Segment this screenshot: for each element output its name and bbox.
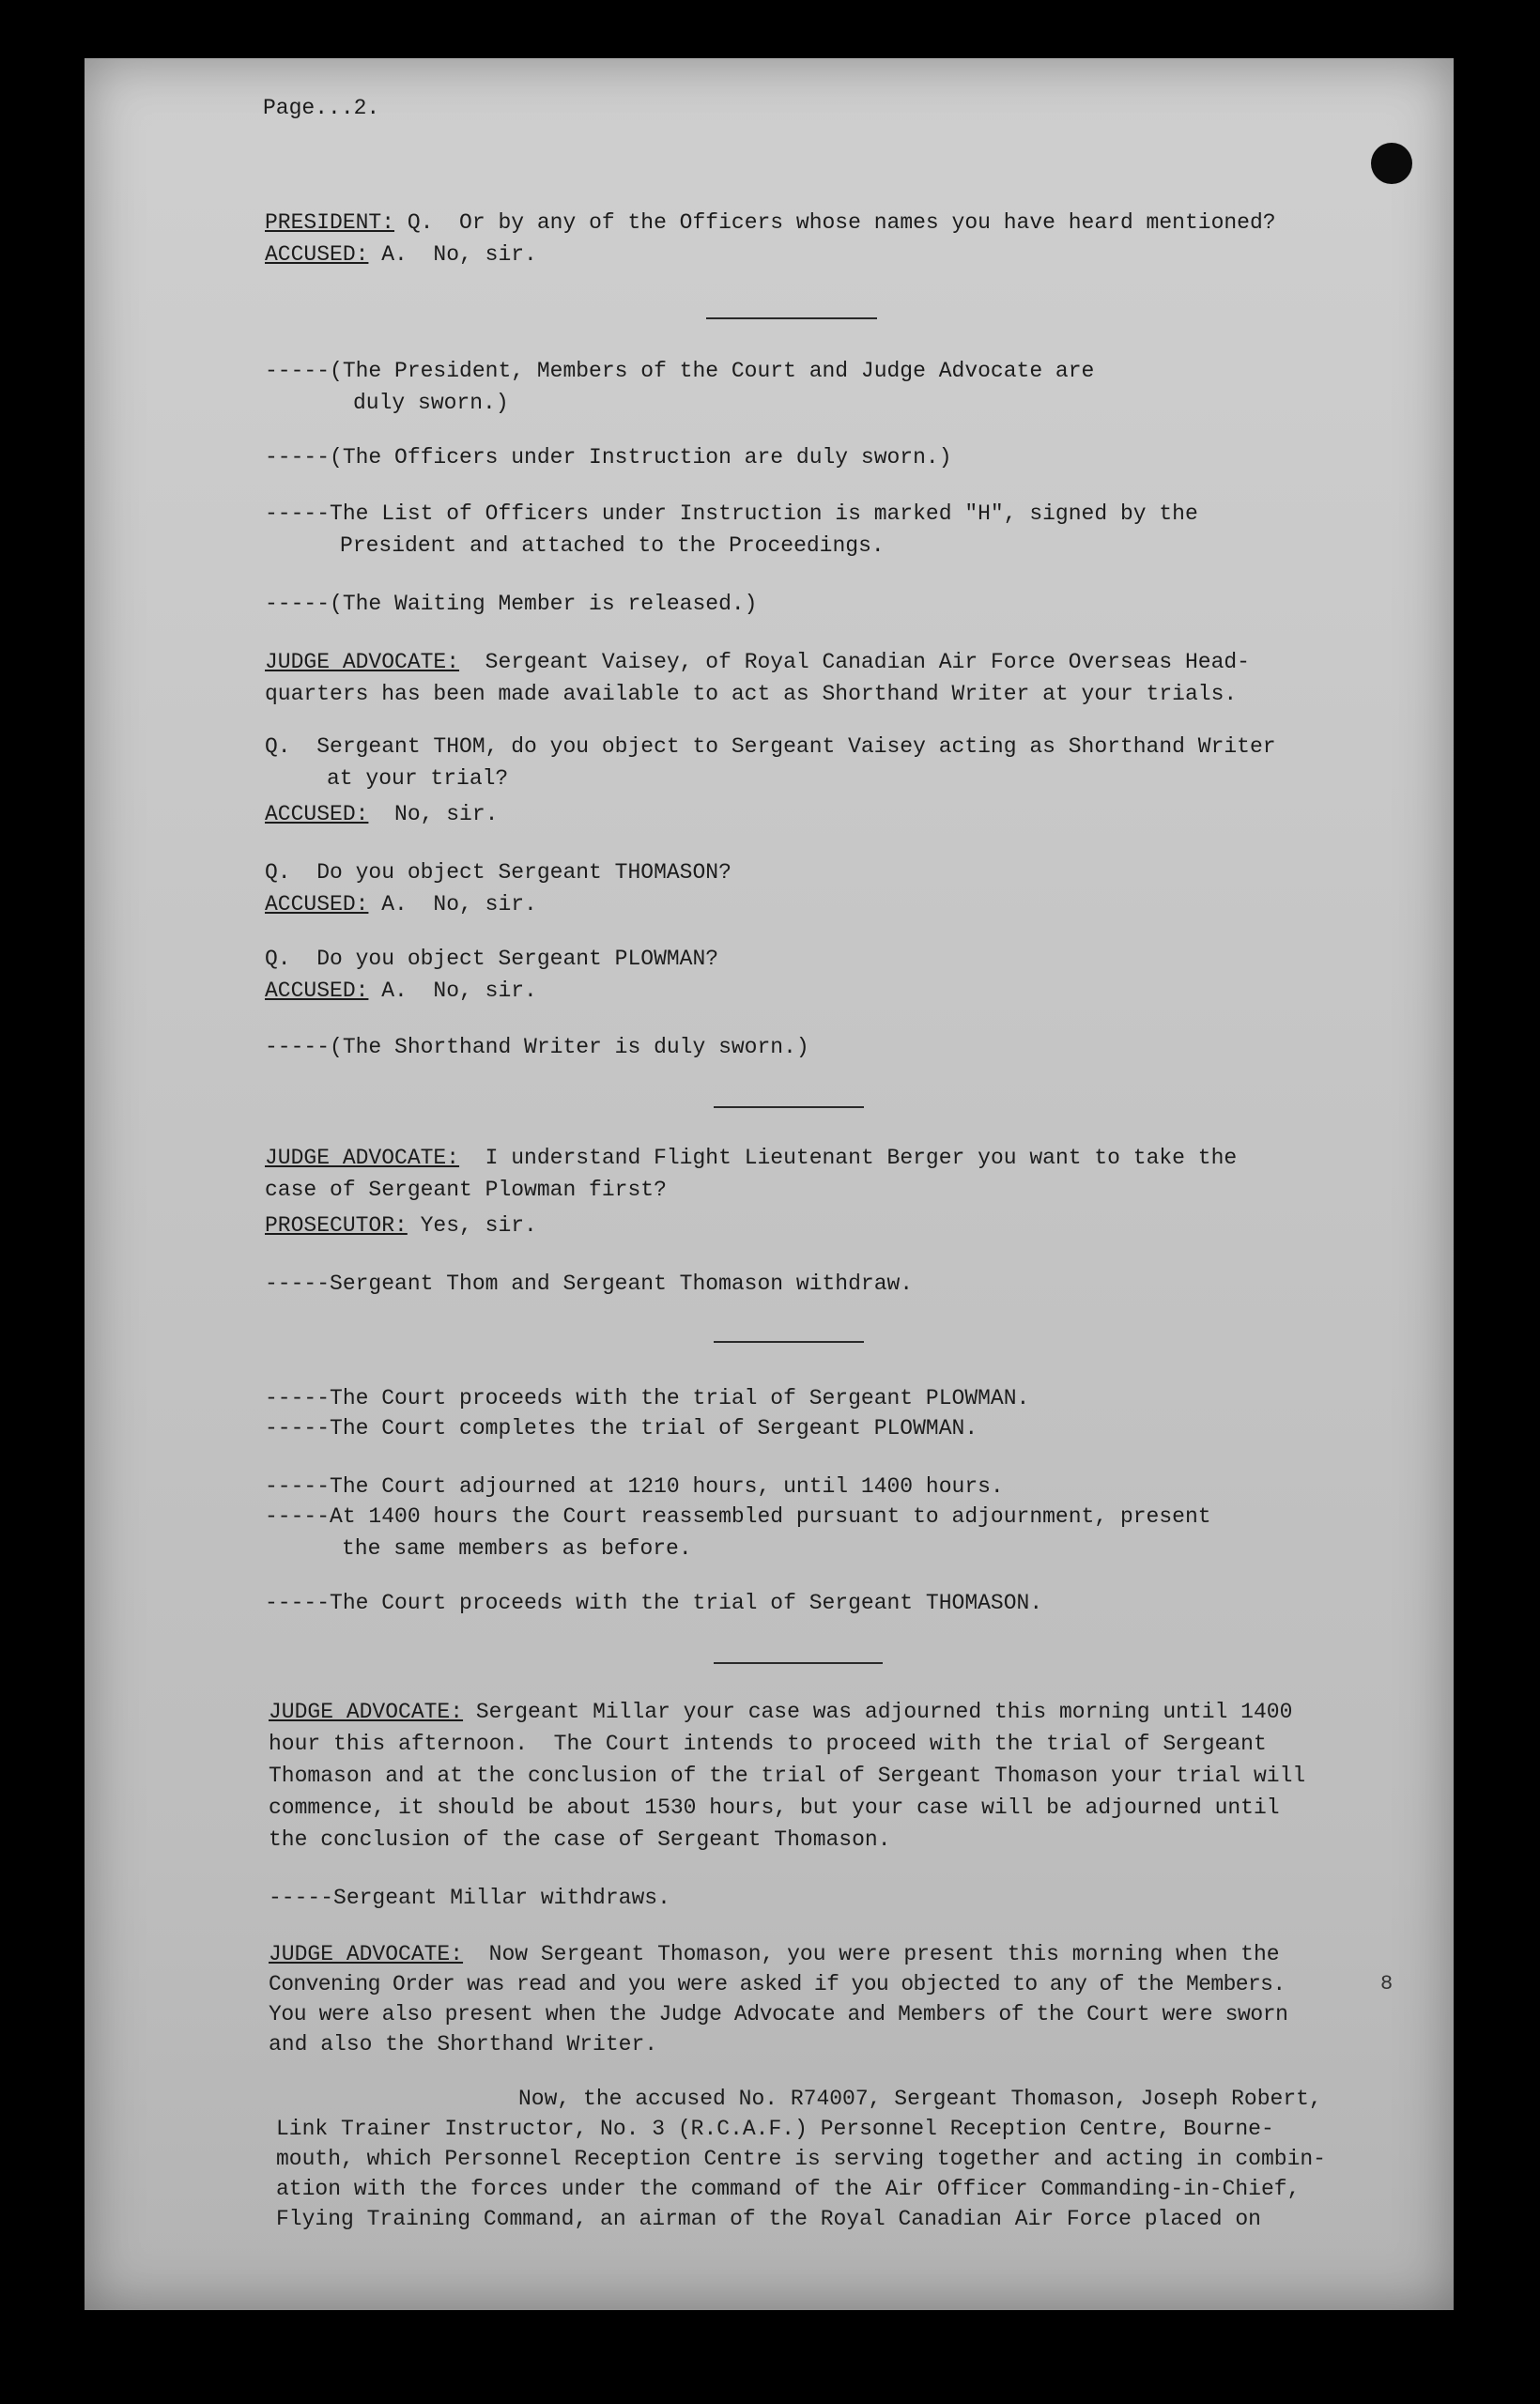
transcript-line: Thomason and at the conclusion of the trial of Sergeant Thomason your trial will	[269, 1764, 1306, 1788]
transcript-line: Convening Order was read and you were asked if you objected to any of the Members.	[269, 1972, 1286, 1996]
transcript-line: mouth, which Personnel Reception Centre is serving together and acting in combin-	[276, 2147, 1326, 2171]
section-separator	[706, 317, 877, 319]
speaker-label: PROSECUTOR:	[265, 1213, 408, 1238]
section-separator	[714, 1341, 864, 1343]
transcript-line: ACCUSED: A. No, sir.	[265, 979, 537, 1003]
transcript-line: ACCUSED: A. No, sir.	[265, 242, 537, 267]
speaker-label: JUDGE ADVOCATE:	[265, 1146, 460, 1170]
speaker-label: ACCUSED:	[265, 892, 369, 917]
transcript-line: JUDGE ADVOCATE: I understand Flight Lieutenant Berger you want to take the	[265, 1146, 1238, 1170]
transcript-line: Q. Do you object Sergeant THOMASON?	[265, 860, 732, 885]
transcript-line: and also the Shorthand Writer.	[269, 2032, 658, 2057]
transcript-line: Flying Training Command, an airman of the Royal Canadian Air Force placed on	[276, 2207, 1261, 2231]
transcript-line: -----Sergeant Millar withdraws.	[269, 1886, 670, 1910]
transcript-line: ation with the forces under the command of the Air Officer Commanding-in-Chief,	[276, 2177, 1301, 2201]
transcript-line: -----The Court proceeds with the trial of Sergeant THOMASON.	[265, 1591, 1043, 1615]
transcript-line: -----(The Waiting Member is released.)	[265, 592, 758, 616]
transcript-line: You were also present when the Judge Advocate and Members of the Court were sworn	[269, 2002, 1288, 2026]
transcript-line: -----(The President, Members of the Court and Judge Advocate are	[265, 359, 1095, 383]
transcript-line: Link Trainer Instructor, No. 3 (R.C.A.F.) Personnel Reception Centre, Bourne-	[276, 2117, 1274, 2141]
margin-note: 8	[1380, 1972, 1394, 1996]
section-separator	[714, 1106, 864, 1108]
transcript-line: -----(The Officers under Instruction are duly sworn.)	[265, 445, 952, 470]
transcript-line: -----The Court proceeds with the trial of Sergeant PLOWMAN.	[265, 1386, 1030, 1410]
section-separator	[714, 1662, 883, 1664]
transcript-line: -----The Court adjourned at 1210 hours, until 1400 hours.	[265, 1474, 1004, 1499]
transcript-line: Q. Do you object Sergeant PLOWMAN?	[265, 947, 719, 971]
transcript-line: Now, the accused No. R74007, Sergeant Thomason, Joseph Robert,	[518, 2087, 1322, 2111]
transcript-line: at your trial?	[327, 766, 509, 791]
transcript-line: PROSECUTOR: Yes, sir.	[265, 1213, 537, 1238]
speaker-label: ACCUSED:	[265, 802, 369, 826]
transcript-line: commence, it should be about 1530 hours, but your case will be adjourned until	[269, 1795, 1280, 1820]
speaker-label: PRESIDENT:	[265, 210, 395, 235]
transcript-line: hour this afternoon. The Court intends to proceed with the trial of Sergeant	[269, 1732, 1267, 1756]
speaker-label: JUDGE ADVOCATE:	[269, 1942, 464, 1966]
transcript-line: the same members as before.	[342, 1536, 692, 1561]
transcript-line: JUDGE ADVOCATE: Sergeant Millar your case was adjourned this morning until 1400	[269, 1700, 1293, 1724]
transcript-line: President and attached to the Proceedings.	[340, 533, 885, 558]
transcript-line: the conclusion of the case of Sergeant Thomason.	[269, 1827, 891, 1852]
punch-hole	[1371, 143, 1412, 184]
transcript-line: Q. Sergeant THOM, do you object to Sergeant Vaisey acting as Shorthand Writer	[265, 734, 1276, 759]
transcript-line: -----At 1400 hours the Court reassembled pursuant to adjournment, present	[265, 1504, 1211, 1529]
speaker-label: JUDGE ADVOCATE:	[269, 1700, 464, 1724]
transcript-line: PRESIDENT: Q. Or by any of the Officers whose names you have heard mentioned?	[265, 210, 1276, 235]
transcript-line: -----The List of Officers under Instruction is marked "H", signed by the	[265, 501, 1198, 526]
transcript-line: ACCUSED: A. No, sir.	[265, 892, 537, 917]
transcript-line: -----(The Shorthand Writer is duly sworn.)	[265, 1035, 809, 1059]
transcript-line: JUDGE ADVOCATE: Now Sergeant Thomason, you were present this morning when the	[269, 1942, 1280, 1966]
page-number: Page...2.	[263, 96, 380, 120]
transcript-line: case of Sergeant Plowman first?	[265, 1178, 667, 1202]
speaker-label: ACCUSED:	[265, 242, 369, 267]
transcript-line: -----Sergeant Thom and Sergeant Thomason withdraw.	[265, 1271, 914, 1296]
transcript-line: duly sworn.)	[353, 391, 509, 415]
transcript-line: JUDGE ADVOCATE: Sergeant Vaisey, of Royal Canadian Air Force Overseas Head-	[265, 650, 1250, 674]
speaker-label: JUDGE ADVOCATE:	[265, 650, 460, 674]
transcript-line: ACCUSED: No, sir.	[265, 802, 499, 826]
speaker-label: ACCUSED:	[265, 979, 369, 1003]
transcript-line: quarters has been made available to act as Shorthand Writer at your trials.	[265, 682, 1238, 706]
transcript-line: -----The Court completes the trial of Sergeant PLOWMAN.	[265, 1416, 978, 1441]
